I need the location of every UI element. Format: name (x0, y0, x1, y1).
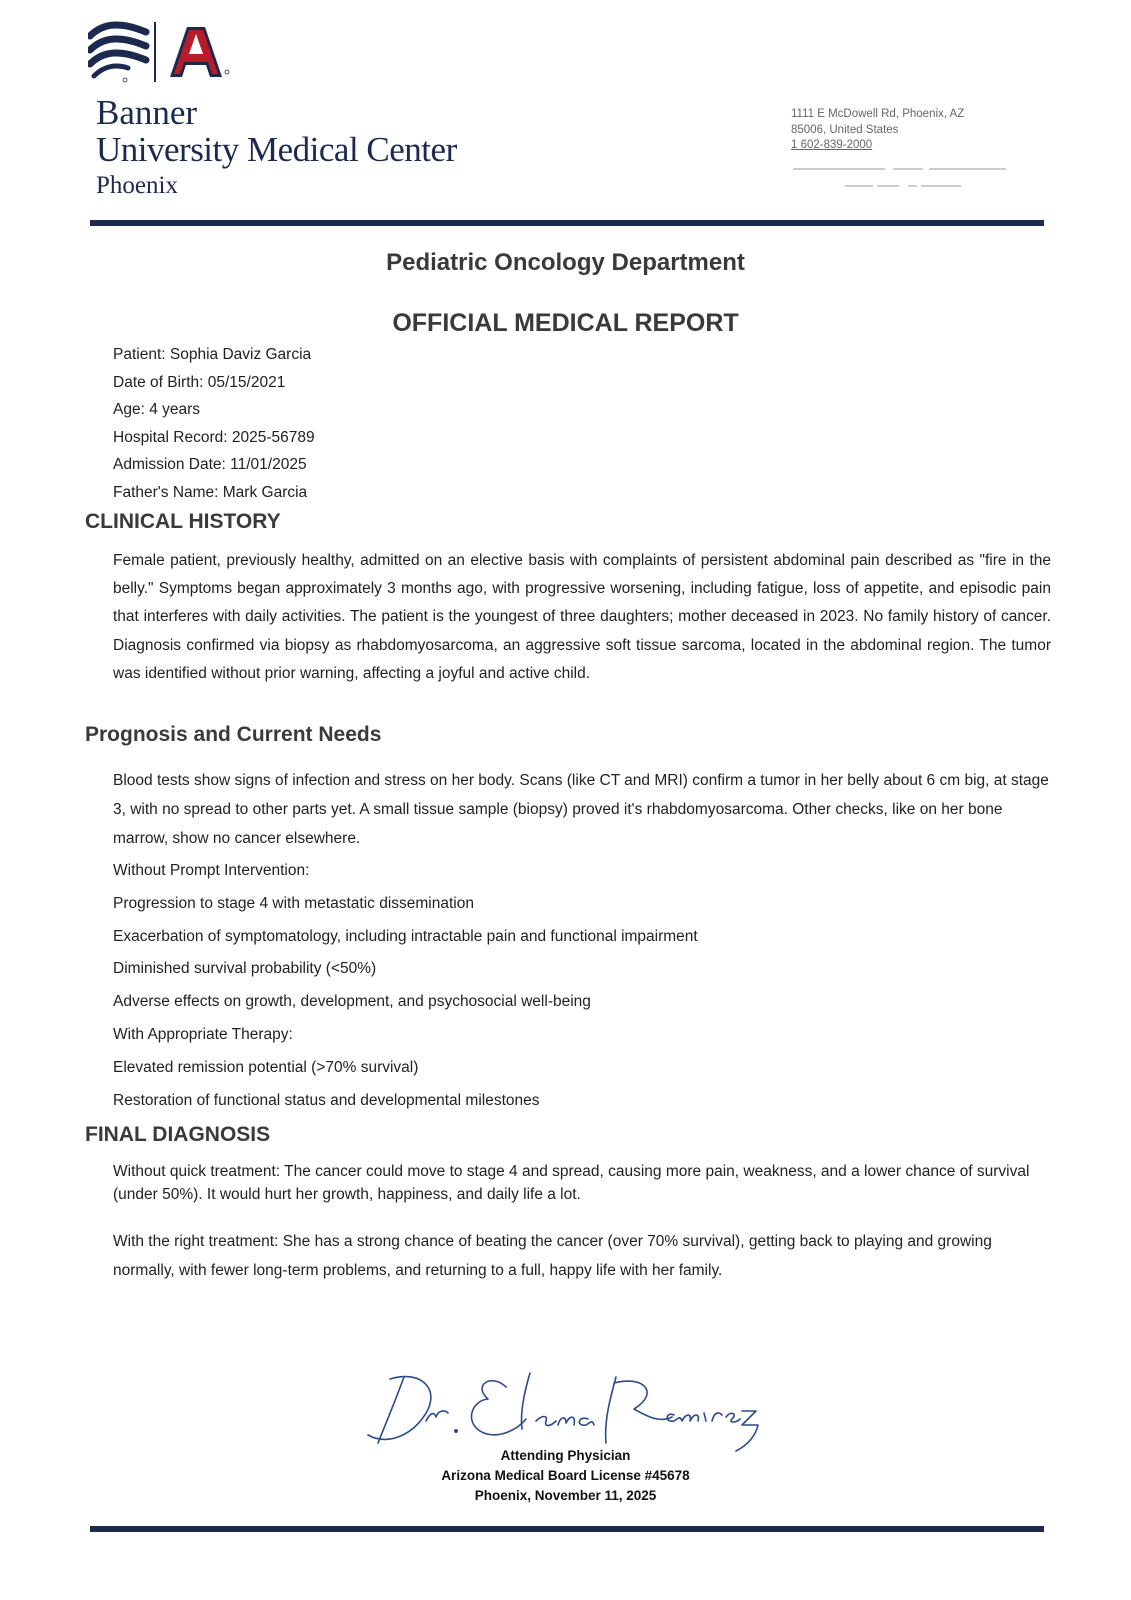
brand-line-3: Phoenix (96, 172, 178, 199)
list-item: With Appropriate Therapy: (113, 1025, 293, 1043)
clinical-history-text: Female patient, previously healthy, admitted on an elective basis with complaints of persistent abdominal pain described as "fire in the belly." Symptoms began approximately 3 months ago, with progressive worsening, including fatigue, loss of appetite, and episodic pain that interferes with daily activities. The patient is the youngest of three daughters; mother deceased in 2023. No family history of cancer. Diagnosis confirmed via biopsy as rhabdomyosarcoma, an aggressive soft tissue sarcoma, located in the abdominal region. The tumor was identified without prior warning, affecting a joyful and active child. (113, 552, 1051, 682)
list-item: Adverse effects on growth, development, and psychosocial well-being (113, 993, 591, 1011)
list-item: Exacerbation of symptomatology, including intractable pain and functional impairment (113, 927, 698, 945)
hospital-address (791, 107, 964, 154)
decorative-lines (793, 168, 1013, 195)
hospital-brand (96, 95, 457, 201)
patient-info (113, 341, 315, 506)
list-item: Progression to stage 4 with metastatic dissemination (113, 894, 474, 912)
list-item: Without Prompt Intervention: (113, 862, 310, 879)
list-item: Diminished survival probability (<50%) (113, 960, 377, 978)
patient-hospital-record: Hospital Record: 2025-56789 (113, 428, 315, 446)
brand-line-1: Banner (96, 93, 198, 132)
university-logo-mark (88, 20, 238, 90)
prognosis-text: Blood tests show signs of infection and stress on her body. Scans (like CT and MRI) confirm a tumor in her belly about 6 cm big, at stage 3, with no spread to other parts yet. A small tissue sample (biopsy) proved it's rhabdomyosarcoma. Other checks, like on her bone marrow, show no cancer elsewhere. (113, 772, 1049, 847)
patient-age: Age: 4 years (113, 401, 201, 418)
header-divider (90, 220, 1044, 226)
signature-block (0, 1446, 1131, 1506)
final-diagnosis-para-2: With the right treatment: She has a strong chance of beating the cancer (over 70% survival), getting back to playing and growing normally, with fewer long-term problems, and returning to a full, happy life with her family. (113, 1233, 992, 1279)
patient-name: Patient: Sophia Daviz Garcia (113, 346, 312, 363)
final-diagnosis-para-1: Without quick treatment: The cancer could move to stage 4 and spread, causing more pain, weakness, and a lower chance of survival (under 50%). It would hurt her growth, happiness, and daily life a lot. (113, 1163, 1030, 1203)
prognosis-outcomes (113, 855, 698, 1117)
department-name: Pediatric Oncology Department (386, 249, 745, 276)
final-diagnosis-heading: FINAL DIAGNOSIS (85, 1123, 271, 1146)
clinical-history-heading: CLINICAL HISTORY (85, 510, 281, 533)
physician-license: Arizona Medical Board License #45678 (441, 1468, 690, 1483)
list-item: Restoration of functional status and developmental milestones (113, 1091, 540, 1109)
patient-dob: Date of Birth: 05/15/2021 (113, 373, 286, 391)
signature-place-date: Phoenix, November 11, 2025 (474, 1488, 657, 1503)
address-line-1: 1111 E McDowell Rd, Phoenix, AZ (791, 108, 965, 120)
prognosis-heading: Prognosis and Current Needs (85, 723, 382, 746)
footer-divider (90, 1526, 1044, 1532)
waves-logo-icon (90, 25, 146, 76)
physician-role: Attending Physician (500, 1448, 631, 1463)
brand-line-2: University Medical Center (96, 130, 457, 169)
address-line-2: 85006, United States (791, 123, 899, 136)
phone-number: 1 602-839-2000 (791, 139, 873, 151)
patient-admission-date: Admission Date: 11/01/2025 (113, 456, 307, 473)
patient-father-name: Father's Name: Mark Garcia (113, 483, 308, 501)
block-a-logo-icon (170, 27, 222, 77)
report-title: OFFICIAL MEDICAL REPORT (392, 309, 739, 337)
list-item: Elevated remission potential (>70% survival) (113, 1058, 419, 1076)
